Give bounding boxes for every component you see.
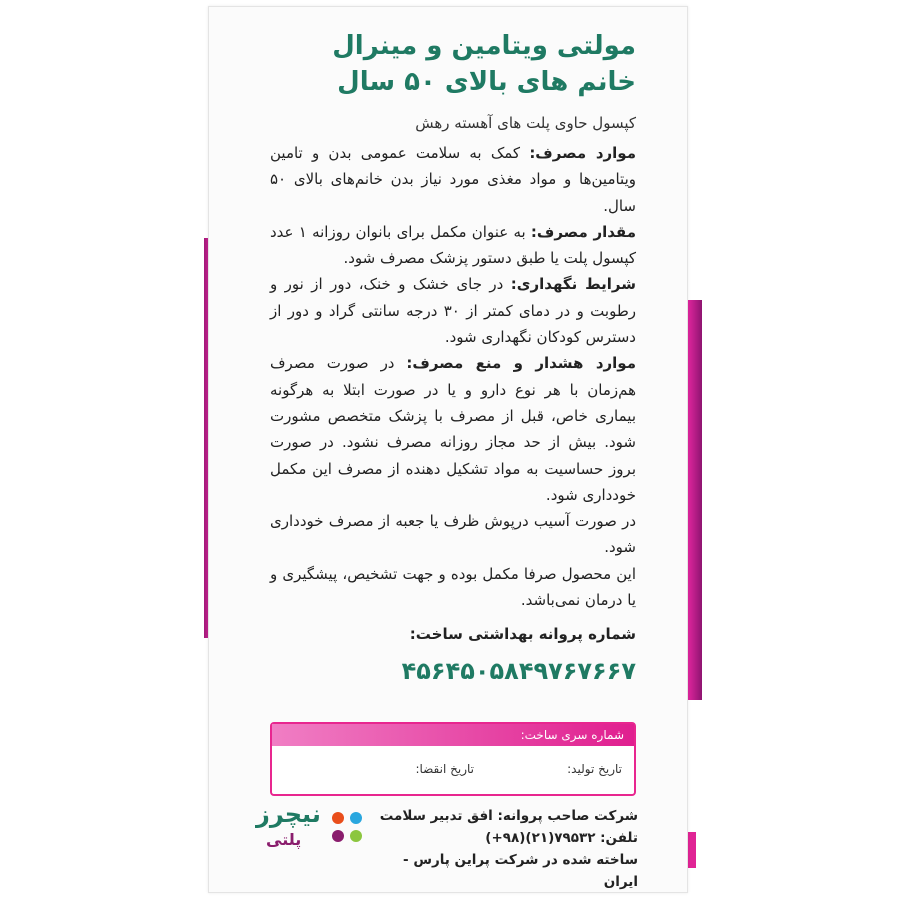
storage-text: در جای خشک و خنک، دور از نور و رطوبت و در دمای کمتر از ۳۰ درجه سانتی گراد و دور از دسترس کودکان نگهداری شود. [270,275,636,347]
batch-header: شماره سری ساخت: [272,724,634,746]
product-title-line1: مولتی ویتامین و مینرال [332,31,636,61]
label-content [270,28,636,685]
warning-label: موارد هشدار و منع مصرف: [406,354,636,373]
manufacturer: ساخته شده در شرکت پراین پارس - ایران [403,852,638,890]
permit-label: شماره پروانه بهداشتی ساخت: [409,625,636,644]
note-damage: در صورت آسیب درپوش ظرف یا جعبه از مصرف خودداری شود. [270,512,636,557]
production-date-label: تاریخ تولید: [567,762,622,776]
logo-dot-purple-icon [332,830,344,842]
license-owner: شرکت صاحب پروانه: افق تدبیر سلامت [379,808,638,824]
note-supplement: این محصول صرفا مکمل بوده و جهت تشخیص، پیشگیری و یا درمان نمی‌باشد. [270,564,636,610]
product-subtitle: کپسول حاوی پلت های آهسته رهش [415,114,636,132]
dosage-text: به عنوان مکمل برای بانوان روزانه ۱ عدد کپسول پلت یا طبق دستور پزشک مصرف شود. [270,222,636,268]
warning-text: در صورت مصرف هم‌زمان با هر نوع دارو و یا در صورت ابتلا به هرگونه بیماری خاص، قبل از مصرف با پزشک متخصص مشورت شود. بیش از حد مجاز روزانه مصرف نشود. در صورت بروز حساسیت به مواد تشکیل دهنده از مصرف این مکمل خودداری شود. [270,354,636,504]
warning-section [270,350,636,508]
logo-dot-blue-icon [350,812,362,824]
batch-box [270,722,636,796]
company-info [370,805,638,893]
phone-number: تلفن: ۷۹۵۳۲(۲۱)(۹۸+) [485,830,638,846]
usage-text: کمک به سلامت عمومی بدن و تامین ویتامین‌ها و مواد مغذی مورد نیاز بدن خانم‌های بالای ۵۰ سال. [270,144,636,215]
usage-label: موارد مصرف: [529,144,636,162]
expiry-date-label: تاریخ انقضا: [415,762,474,776]
logo-subword: پلتی [266,830,302,849]
permit-number: ۴۵۶۴۵۰۵۸۴۹۷۶۷۶۶۷ [401,657,636,686]
dosage-label: مقدار مصرف: [530,222,636,241]
logo-wordmark: نیچرز [256,800,321,828]
storage-section [270,271,636,350]
logo-dot-green-icon [350,830,362,842]
usage-section [270,140,636,219]
product-title-line2: خانم های بالای ۵۰ سال [337,67,636,97]
storage-label: شرایط نگهداری: [510,275,636,294]
dosage-section [270,219,636,272]
logo-dot-orange-icon [332,812,344,824]
